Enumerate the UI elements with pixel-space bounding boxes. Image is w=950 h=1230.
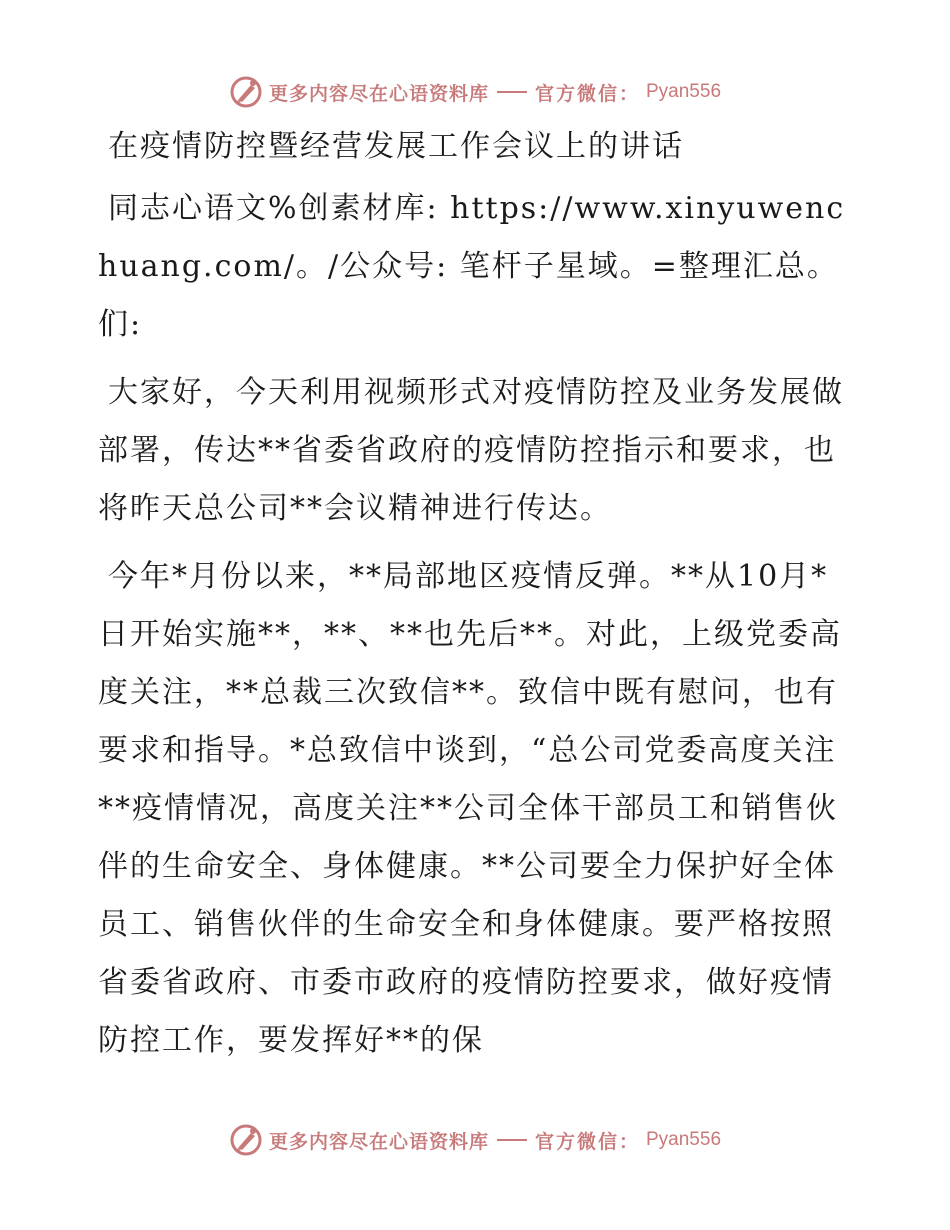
banner-contact-label: 官方微信： <box>534 1130 640 1153</box>
header-banner <box>0 72 950 112</box>
banner-slogan: 更多内容尽在心语资料库 <box>268 1130 489 1153</box>
pen-logo-icon <box>229 1123 263 1157</box>
banner-slogan: 更多内容尽在心语资料库 <box>268 82 489 105</box>
paragraph: 今年*月份以来，**局部地区疫情反弹。**从10月*日开始实施**，**、**也先后**。对此，上级党委高度关注，**总裁三次致信**。致信中既有慰问，也有要求和指导。*总致信中谈到，“总公司党委高度关注**疫情情况，高度关注**公司全体干部员工和销售伙伴的生命安全、身体健康。**公司要全力保护好全体员工、销售伙伴的生命安全和身体健康。要严格按照省委省政府、市委市政府的疫情防控要求，做好疫情防控工作，要发挥好**的保 <box>98 559 842 1058</box>
document-title: 在疫情防控暨经营发展工作会议上的讲话 <box>108 129 684 164</box>
source-line: 同志心语文%创素材库: https://www.xinyuwenchuang.com/。/公众号: 笔杆子星域。=整理汇总。们: <box>98 191 846 342</box>
banner-divider <box>497 1139 527 1141</box>
banner-divider <box>497 91 527 93</box>
banner-contact-id: Pyan556 <box>646 1129 722 1150</box>
pen-logo-icon <box>229 75 263 109</box>
footer-banner <box>0 1120 950 1160</box>
paragraph: 大家好，今天利用视频形式对疫情防控及业务发展做部署，传达**省委省政府的疫情防控指示和要求，也将昨天总公司**会议精神进行传达。 <box>98 375 844 526</box>
banner-contact-label: 官方微信： <box>534 82 640 105</box>
banner-contact-id: Pyan556 <box>646 81 722 102</box>
document-body <box>98 118 850 1080</box>
